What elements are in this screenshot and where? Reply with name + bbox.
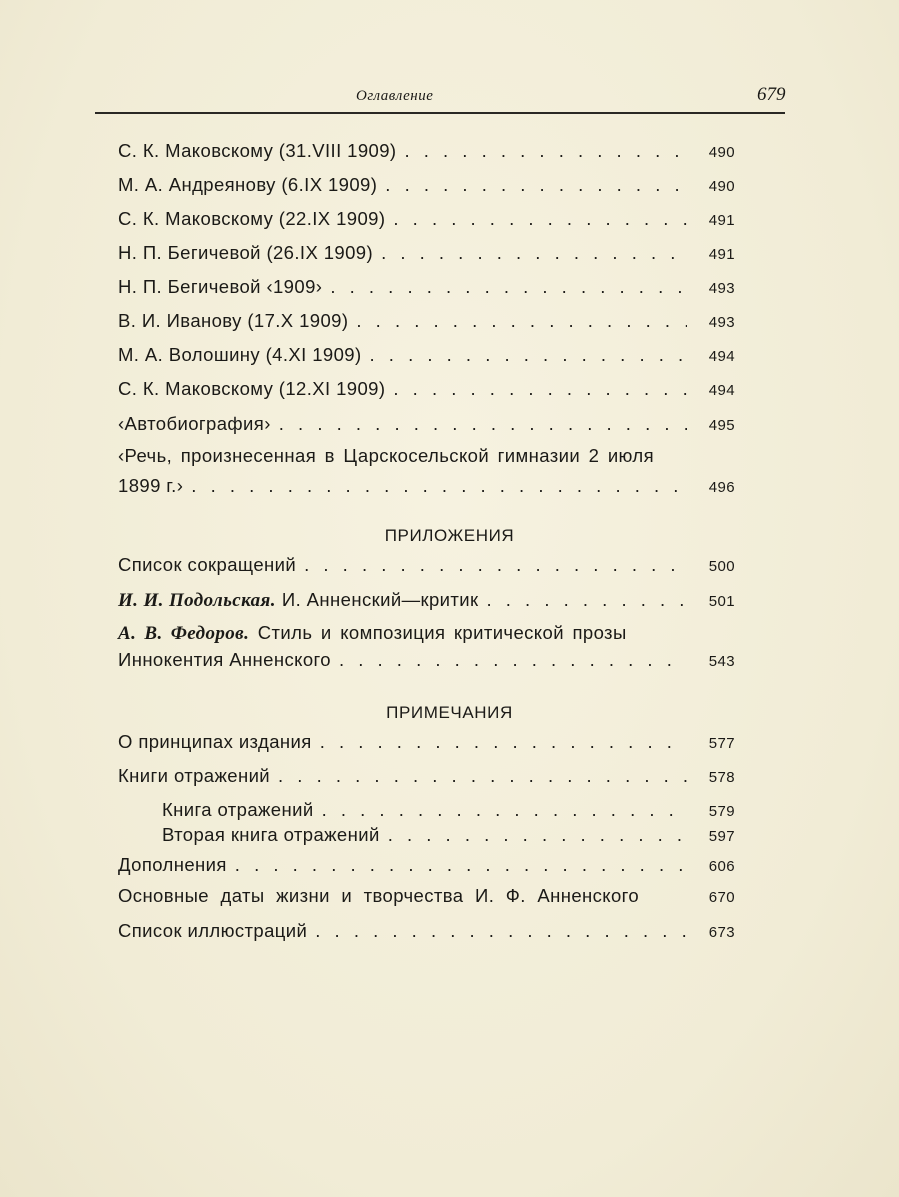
toc-entry[interactable]: [118, 174, 735, 196]
entry-page: 491: [708, 212, 735, 229]
entry-title: М. А. Волошину (4.XI 1909): [118, 344, 362, 365]
toc-entry[interactable]: [118, 554, 735, 576]
toc-entry[interactable]: [118, 765, 735, 787]
toc-entry[interactable]: [118, 242, 735, 264]
entry-title: Вторая книга отражений: [162, 824, 380, 845]
entry-title: Список иллюстраций: [118, 920, 308, 941]
toc-entry[interactable]: [118, 276, 735, 298]
entry-page: 495: [708, 417, 735, 434]
entry-title: С. К. Маковскому (22.IX 1909): [118, 208, 386, 229]
toc-entry[interactable]: [118, 378, 735, 400]
dot-leader: [304, 554, 687, 576]
entry-title: И. Анненский—критик: [281, 589, 479, 610]
toc-entry[interactable]: [118, 649, 735, 671]
entry-title: С. К. Маковскому (12.XI 1909): [118, 378, 386, 399]
dot-leader: [393, 208, 687, 230]
entry-page: 597: [708, 828, 735, 845]
entry-title: Н. П. Бегичевой (26.IX 1909): [118, 242, 374, 263]
toc-entry[interactable]: [162, 799, 735, 821]
dot-leader: [404, 140, 687, 162]
entry-page: 543: [708, 653, 735, 670]
entry-page: 493: [708, 280, 735, 297]
entry-title: Книги отражений: [118, 765, 271, 786]
page-number: 679: [757, 84, 786, 105]
entry-author: И. И. Подольская.: [118, 590, 276, 611]
entry-title: Дополнения: [118, 854, 227, 875]
entry-page: 577: [708, 735, 735, 752]
entry-title: 1899 г.›: [118, 475, 184, 496]
entry-page: 494: [708, 348, 735, 365]
entry-author: А. В. Федоров.: [118, 623, 250, 644]
toc-entry[interactable]: [118, 413, 735, 435]
running-title: Оглавление: [356, 88, 434, 104]
toc-entry[interactable]: [118, 475, 735, 497]
dot-leader: [315, 920, 687, 942]
dot-leader: [191, 475, 687, 497]
entry-page: 496: [708, 479, 735, 496]
entry-title: Книга отражений: [162, 799, 314, 820]
entry-page: 491: [708, 246, 735, 263]
toc-entry[interactable]: [118, 589, 735, 612]
header-rule: [95, 112, 785, 114]
toc-entry[interactable]: [118, 885, 735, 907]
dot-leader: [235, 854, 687, 876]
entry-page: 578: [708, 769, 735, 786]
dot-leader: [381, 242, 687, 264]
entry-page: 501: [708, 593, 735, 610]
entry-page: 500: [708, 558, 735, 575]
toc-entry[interactable]: [118, 854, 735, 876]
dot-leader: [393, 378, 687, 400]
entry-page: 494: [708, 382, 735, 399]
entry-title: Список сокращений: [118, 554, 297, 575]
entry-title-line1: ‹Речь, произнесенная в Царскосельской гимназии 2 июля: [118, 445, 655, 466]
entry-page: 606: [708, 858, 735, 875]
toc-entry[interactable]: [162, 824, 735, 846]
dot-leader: [356, 310, 687, 332]
entry-page: 673: [708, 924, 735, 941]
entry-page: 493: [708, 314, 735, 331]
toc-entry[interactable]: [118, 731, 735, 753]
entry-title: Основные даты жизни и творчества И. Ф. Анненского: [118, 885, 640, 906]
toc-entry[interactable]: [118, 208, 735, 230]
toc-entry[interactable]: [118, 140, 735, 162]
entry-title: О принципах издания: [118, 731, 312, 752]
dot-leader: [370, 344, 687, 366]
dot-leader: [330, 276, 687, 298]
section-heading-appendix: ПРИЛОЖЕНИЯ: [384, 526, 515, 545]
dot-leader: [278, 765, 687, 787]
entry-page: 490: [708, 144, 735, 161]
entry-page: 490: [708, 178, 735, 195]
dot-leader: [487, 589, 688, 611]
entry-title: ‹Автобиография›: [118, 413, 271, 434]
section-heading-notes: ПРИМЕЧАНИЯ: [386, 703, 513, 722]
entry-title: Н. П. Бегичевой ‹1909›: [118, 276, 323, 297]
entry-title: С. К. Маковскому (31.VIII 1909): [118, 140, 397, 161]
entry-title: Иннокентия Анненского: [118, 649, 331, 670]
entry-title: М. А. Андреянову (6.IX 1909): [118, 174, 378, 195]
entry-page: 579: [708, 803, 735, 820]
entry-title-line1: [118, 622, 735, 645]
entry-page: 670: [708, 889, 735, 906]
dot-leader: [320, 731, 687, 753]
dot-leader: [388, 824, 687, 846]
entry-title: Стиль и композиция критической прозы: [257, 622, 627, 643]
toc-entry[interactable]: [118, 310, 735, 332]
dot-leader: [339, 649, 687, 671]
dot-leader: [322, 799, 687, 821]
dot-leader: [385, 174, 687, 196]
toc-entry[interactable]: [118, 344, 735, 366]
dot-leader: [279, 413, 687, 435]
entry-title: В. И. Иванову (17.X 1909): [118, 310, 349, 331]
toc-entry[interactable]: [118, 920, 735, 942]
